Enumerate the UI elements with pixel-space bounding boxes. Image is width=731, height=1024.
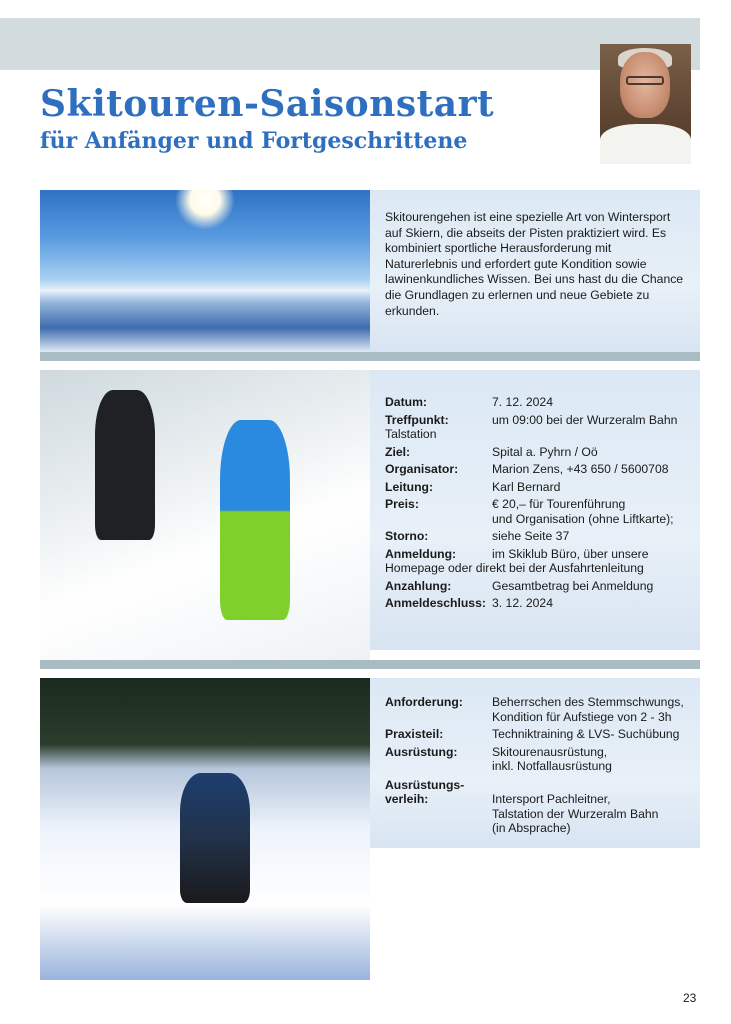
- req-ausruestung: [385, 745, 690, 774]
- detail-preis: [385, 497, 690, 526]
- req-value-line: Skitourenausrüstung,: [492, 744, 608, 759]
- detail-ziel: [385, 445, 690, 460]
- detail-datum: [385, 395, 690, 410]
- author-portrait: [600, 44, 691, 164]
- detail-value-line: € 20,– für Tourenführung: [492, 497, 626, 511]
- skier-black: [95, 390, 155, 540]
- portrait-shirt: [600, 124, 691, 164]
- detail-value: um 09:00 bei der Wurzeralm Bahn: [492, 412, 678, 427]
- req-value: [492, 778, 690, 836]
- detail-label: Organisator:: [385, 462, 459, 476]
- req-label: Ausrüstung:: [385, 744, 458, 759]
- detail-continuation: Talstation: [385, 427, 437, 441]
- detail-anmeldeschluss: [385, 596, 690, 611]
- detail-anmeldung: [385, 547, 690, 576]
- req-value-line: (in Absprache): [492, 821, 571, 835]
- details-section: [40, 370, 700, 660]
- ski-touring-photo: [40, 370, 370, 660]
- requirements-section: [40, 678, 700, 980]
- portrait-glasses: [626, 76, 664, 85]
- req-verleih: [385, 778, 690, 836]
- portrait-face: [620, 52, 670, 118]
- page-subtitle: für Anfänger und Fortgeschrittene: [40, 128, 468, 154]
- detail-label: Treffpunkt:: [385, 412, 449, 427]
- detail-label: Leitung:: [385, 479, 434, 494]
- intro-section: [40, 190, 700, 352]
- requirements-panel: [370, 678, 700, 848]
- req-value-line: inkl. Notfallausrüstung: [492, 759, 612, 773]
- detail-label: Ziel:: [385, 444, 411, 459]
- req-value-line: Intersport Pachleitner,: [492, 792, 611, 806]
- detail-value: siehe Seite 37: [492, 529, 570, 543]
- downhill-skier-photo: [40, 678, 370, 980]
- detail-value: 7. 12. 2024: [492, 395, 553, 409]
- detail-anzahlung: [385, 579, 690, 594]
- req-value-line: Talstation der Wurzeralm Bahn: [492, 806, 659, 821]
- detail-value: Marion Zens, +43 650 / 5600708: [492, 462, 669, 476]
- detail-organisator: [385, 462, 690, 477]
- detail-value: im Skiklub Büro, über unsere: [492, 546, 649, 561]
- page-number: 23: [683, 991, 697, 1005]
- downhill-skier: [180, 773, 250, 903]
- detail-value: 3. 12. 2024: [492, 596, 553, 610]
- details-panel: [370, 370, 700, 650]
- detail-value-line: und Organisation (ohne Liftkarte);: [492, 511, 674, 526]
- req-label: Praxisteil:: [385, 727, 444, 741]
- detail-value: [492, 497, 690, 526]
- detail-label: Datum:: [385, 395, 427, 409]
- sun-glare: [175, 190, 235, 230]
- req-value-line: Beherrschen des Stemmschwungs,: [492, 695, 684, 709]
- detail-label: Anmeldung:: [385, 546, 457, 561]
- mountain-panorama-photo: [40, 190, 370, 352]
- section-divider-1: [40, 352, 700, 361]
- page-title: Skitouren-Saisonstart: [40, 83, 495, 125]
- req-label: [385, 778, 492, 836]
- intro-panel: [370, 190, 700, 352]
- req-label: Anforderung:: [385, 695, 463, 709]
- header-band: [0, 18, 700, 70]
- detail-leitung: [385, 480, 690, 495]
- detail-treffpunkt: [385, 413, 690, 442]
- detail-label: Preis:: [385, 497, 419, 511]
- req-value: Techniktraining & LVS- Suchübung: [492, 727, 680, 741]
- req-value-line: Kondition für Aufstiege von 2 - 3h: [492, 709, 672, 724]
- detail-storno: [385, 529, 690, 544]
- detail-continuation: Homepage oder direkt bei der Ausfahrtenleitung: [385, 561, 644, 575]
- detail-label: Anmeldeschluss:: [385, 596, 486, 610]
- detail-label: Anzahlung:: [385, 578, 452, 593]
- intro-text: Skitourengehen ist eine spezielle Art von Wintersport auf Skiern, die abseits der Pisten praktiziert wird. Es kombiniert sportliche Herausforderung mit Naturerlebnis und erfordert gute Kondition sowie lawinenkundliches Wissen. Bei uns hast du die Chance die Grundlagen zu erlernen und neue Gebiete zu erkunden.: [385, 210, 684, 318]
- req-label-line: verleih:: [385, 792, 429, 806]
- detail-value: Spital a. Pyhrn / Oö: [492, 444, 598, 459]
- section-divider-2: [40, 660, 700, 669]
- detail-value: Karl Bernard: [492, 479, 561, 494]
- req-label-line: Ausrüstungs-: [385, 777, 465, 792]
- req-value: [492, 745, 690, 774]
- req-praxisteil: [385, 727, 690, 742]
- detail-label: Storno:: [385, 529, 429, 543]
- detail-value: Gesamtbetrag bei Anmeldung: [492, 578, 654, 593]
- skier-blue-green: [220, 420, 290, 620]
- req-anforderung: [385, 695, 690, 724]
- req-value: [492, 695, 690, 724]
